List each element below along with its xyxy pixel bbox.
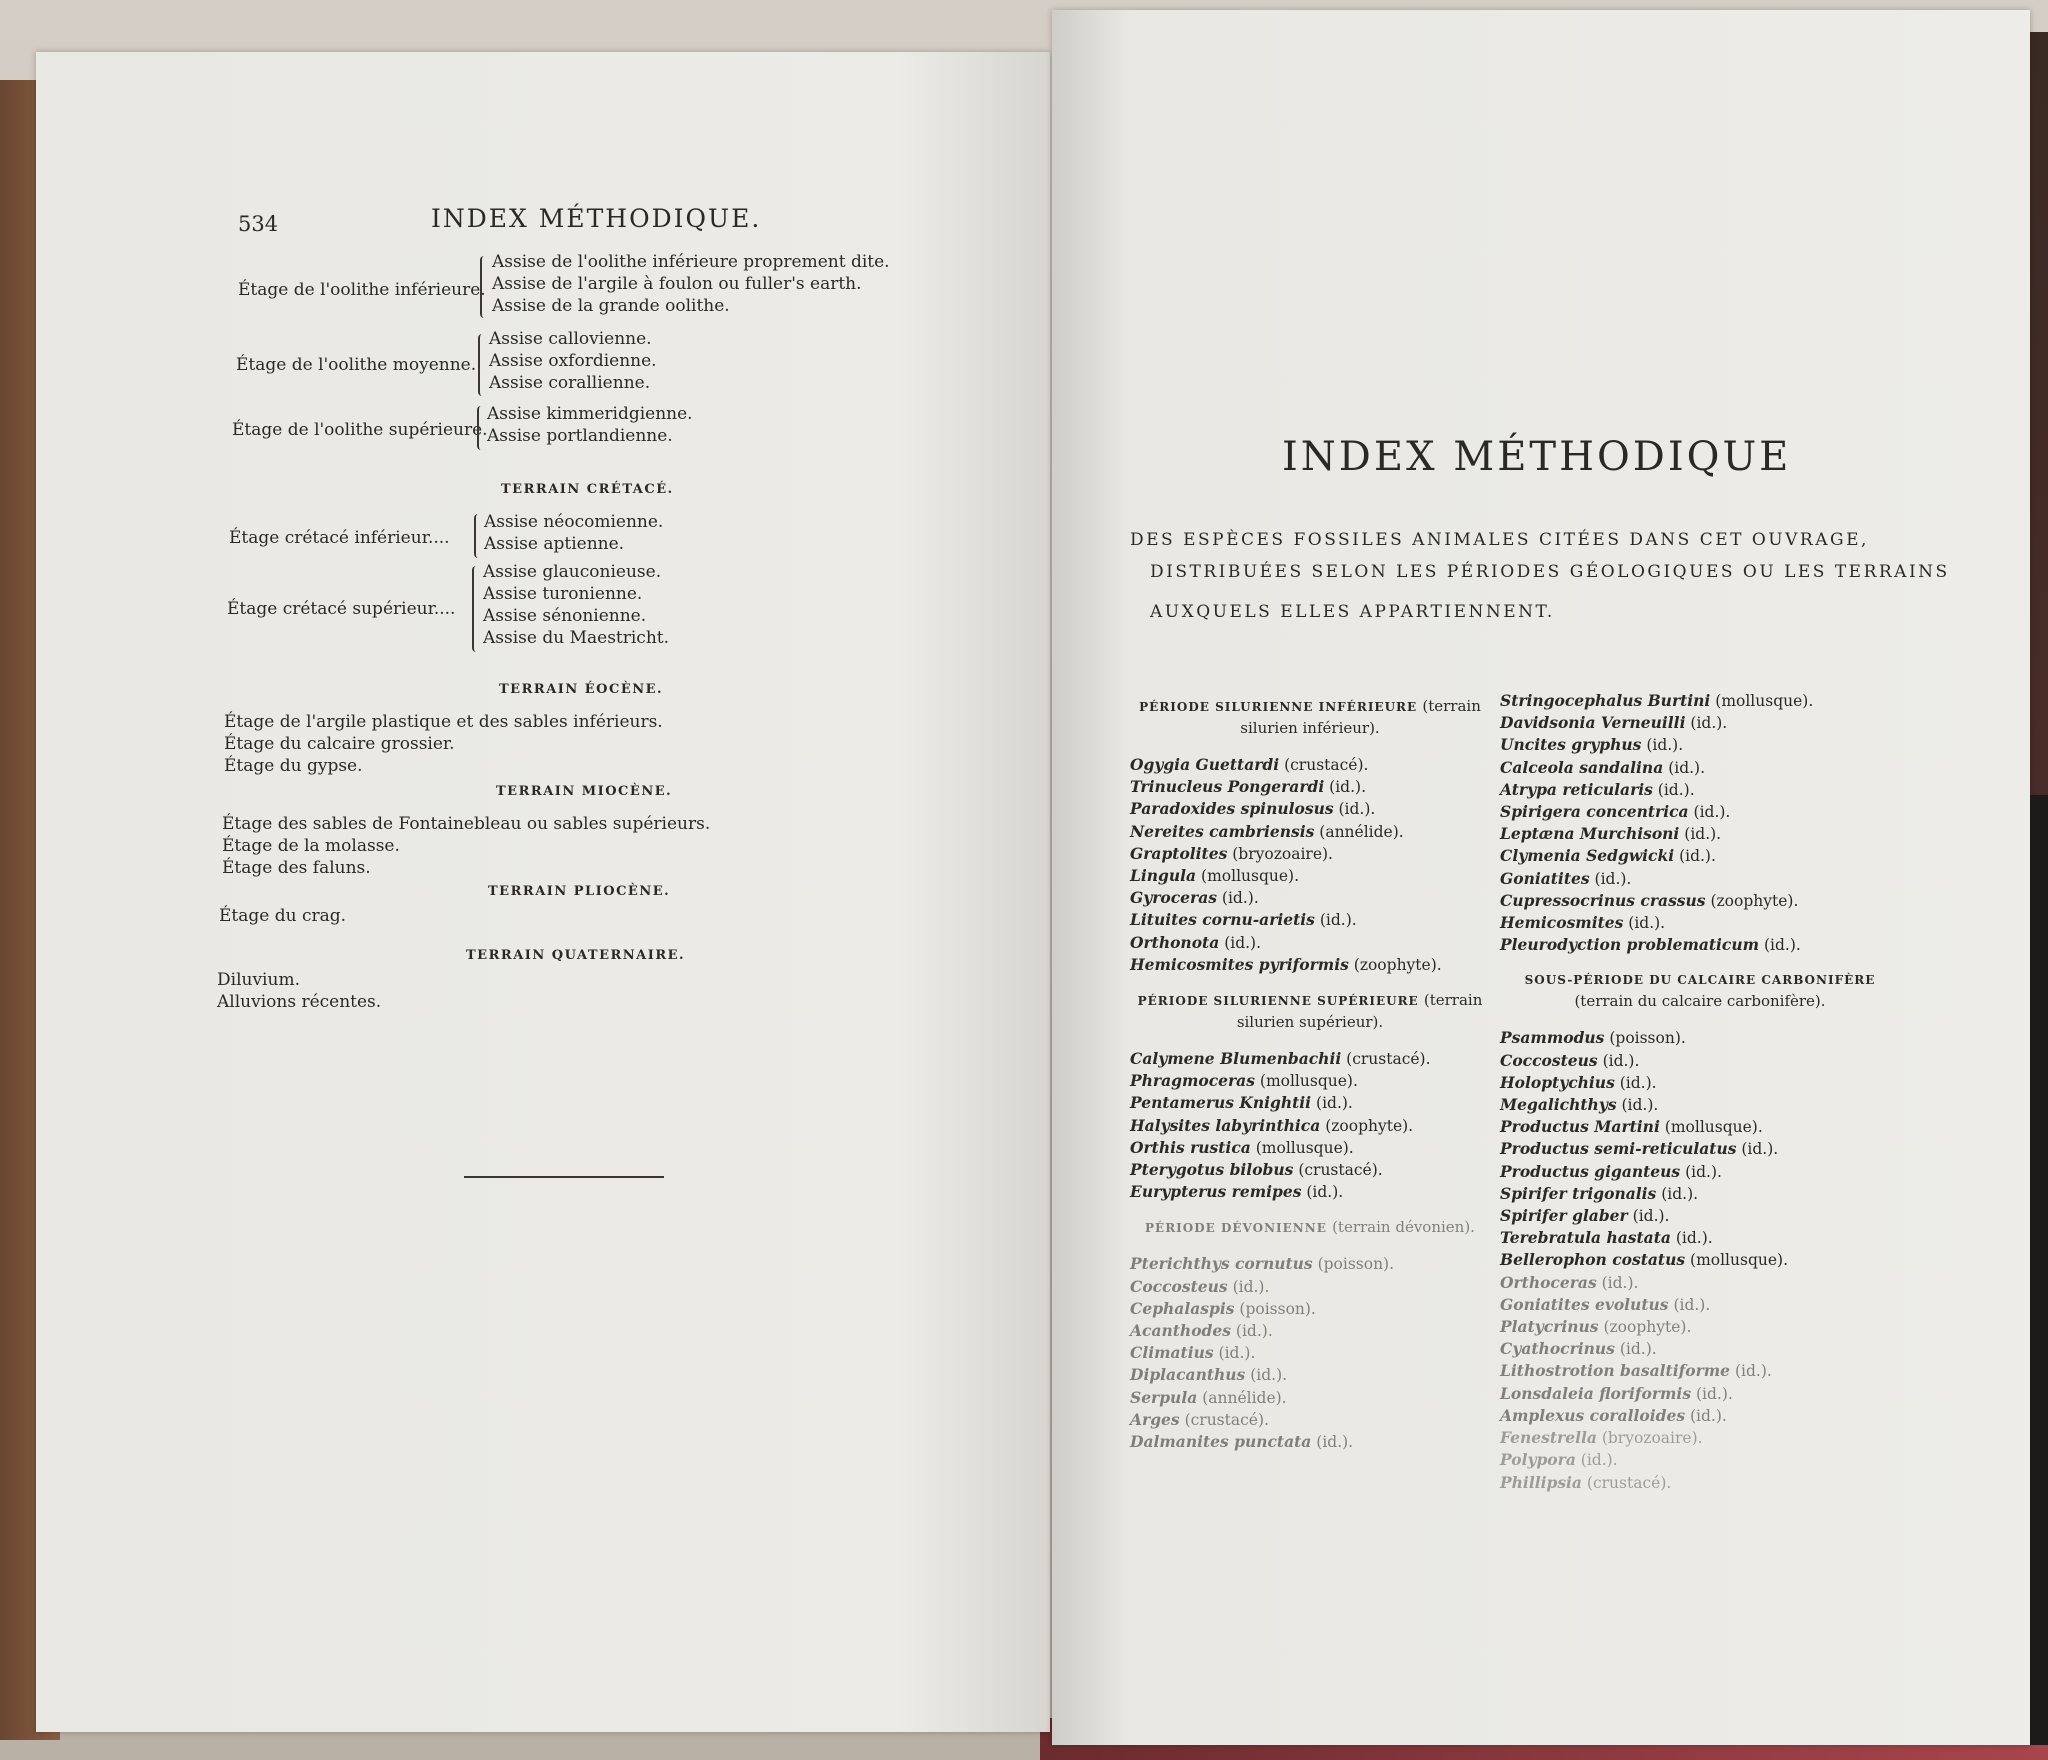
- species-entry: Cephalaspis (poisson).: [1130, 1298, 1316, 1318]
- assise-item: Assise corallienne.: [489, 373, 651, 393]
- species-entry: Graptolites (bryozoaire).: [1130, 843, 1333, 863]
- species-entry: Calymene Blumenbachii (crustacé).: [1130, 1049, 1431, 1069]
- species-entry: Spirifer trigonalis (id.).: [1500, 1183, 1699, 1203]
- species-entry: Megalichthys (id.).: [1500, 1095, 1659, 1115]
- stage-label: Étage crétacé inférieur....: [229, 528, 450, 548]
- stage-line: Étage des faluns.: [222, 858, 371, 878]
- species-entry: Calceola sandalina (id.).: [1500, 757, 1706, 777]
- assise-item: Assise oxfordienne.: [489, 351, 657, 371]
- stage-label: Étage de l'oolithe supérieure.: [232, 420, 488, 440]
- brace: [478, 334, 486, 396]
- species-column-2: [1500, 690, 1900, 1494]
- left-page: [36, 52, 1050, 1732]
- species-entry: Psammodus (poisson).: [1500, 1028, 1686, 1048]
- species-entry: Orthoceras (id.).: [1500, 1272, 1639, 1292]
- assise-item: Assise turonienne.: [483, 584, 643, 604]
- assise-item: Assise callovienne.: [489, 329, 652, 349]
- subtitle-line: DES ESPÈCES FOSSILES ANIMALES CITÉES DANS CET OUVRAGE,: [1130, 530, 1869, 550]
- stage-line: Étage de la molasse.: [222, 836, 400, 856]
- species-entry: Orthis rustica (mollusque).: [1130, 1137, 1354, 1157]
- stage-line: Étage de l'argile plastique et des sables inférieurs.: [224, 712, 663, 732]
- species-entry: Stringocephalus Burtini (mollusque).: [1500, 691, 1814, 710]
- species-entry: Ogygia Guettardi (crustacé).: [1130, 755, 1369, 774]
- section-header: TERRAIN ÉOCÈNE.: [499, 682, 664, 697]
- species-entry: Lituites cornu-arietis (id.).: [1130, 910, 1357, 930]
- species-entry: Productus giganteus (id.).: [1500, 1161, 1722, 1181]
- species-entry: Holoptychius (id.).: [1500, 1072, 1657, 1092]
- species-entry: Spirifer glaber (id.).: [1500, 1206, 1670, 1226]
- page-number: 534: [238, 212, 279, 236]
- species-entry: Diplacanthus (id.).: [1130, 1365, 1288, 1385]
- section-header: TERRAIN MIOCÈNE.: [496, 784, 673, 799]
- species-entry: Cyathocrinus (id.).: [1500, 1339, 1657, 1359]
- species-entry: Orthonota (id.).: [1130, 932, 1262, 952]
- right-page: [1052, 10, 2030, 1745]
- period-header: PÉRIODE SILURIENNE INFÉRIEURE (terrain silurien inférieur).: [1139, 697, 1481, 737]
- devonian-list: [1130, 1253, 1490, 1453]
- species-entry: Productus semi-reticulatus (id.).: [1500, 1139, 1779, 1159]
- stage-line: Étage des sables de Fontainebleau ou sables supérieurs.: [222, 814, 711, 834]
- species-entry: Spirigera concentrica (id.).: [1500, 802, 1731, 822]
- species-entry: Halysites labyrinthica (zoophyte).: [1130, 1115, 1414, 1135]
- species-entry: Bellerophon costatus (mollusque).: [1500, 1250, 1788, 1270]
- assise-item: Assise kimmeridgienne.: [487, 404, 693, 424]
- species-entry: Fenestrella (bryozoaire).: [1500, 1428, 1703, 1448]
- species-entry: Goniatites evolutus (id.).: [1500, 1294, 1711, 1314]
- species-entry: Platycrinus (zoophyte).: [1500, 1317, 1692, 1337]
- stage-line: Diluvium.: [217, 970, 300, 990]
- species-entry: Phillipsia (crustacé).: [1500, 1472, 1672, 1492]
- assise-item: Assise du Maestricht.: [483, 628, 670, 648]
- species-entry: Gyroceras (id.).: [1130, 888, 1259, 908]
- species-entry: Dalmanites punctata (id.).: [1130, 1432, 1354, 1452]
- book-edge-dark: [2030, 795, 2048, 1745]
- species-entry: Clymenia Sedgwicki (id.).: [1500, 846, 1716, 866]
- species-entry: Leptæna Murchisoni (id.).: [1500, 824, 1722, 844]
- assise-item: Assise portlandienne.: [487, 426, 673, 446]
- species-entry: Paradoxides spinulosus (id.).: [1130, 799, 1376, 819]
- species-entry: Davidsonia Verneuilli (id.).: [1500, 713, 1728, 733]
- species-entry: Hemicosmites (id.).: [1500, 913, 1666, 933]
- period-header: SOUS-PÉRIODE DU CALCAIRE CARBONIFÈRE (terrain du calcaire carbonifère).: [1524, 973, 1876, 1011]
- subtitle-line: DISTRIBUÉES SELON LES PÉRIODES GÉOLOGIQUES OU LES TERRAINS: [1150, 562, 1950, 582]
- assise-item: Assise de la grande oolithe.: [492, 296, 730, 316]
- species-entry: Lithostrotion basaltiforme (id.).: [1500, 1361, 1772, 1381]
- subtitle-line: AUXQUELS ELLES APPARTIENNENT.: [1150, 602, 1555, 622]
- section-header: TERRAIN PLIOCÈNE.: [488, 884, 671, 899]
- stage-line: Alluvions récentes.: [217, 992, 382, 1012]
- species-entry: Acanthodes (id.).: [1130, 1321, 1273, 1341]
- species-entry: Terebratula hastata (id.).: [1500, 1228, 1713, 1248]
- species-entry: Eurypterus remipes (id.).: [1130, 1182, 1344, 1202]
- assise-item: Assise sénonienne.: [483, 606, 647, 626]
- stage-line: Étage du crag.: [219, 906, 347, 926]
- species-entry: Lonsdaleia floriformis (id.).: [1500, 1383, 1733, 1403]
- species-entry: Hemicosmites pyriformis (zoophyte).: [1130, 954, 1442, 974]
- species-entry: Lingula (mollusque).: [1130, 866, 1300, 886]
- species-entry: Phragmoceras (mollusque).: [1130, 1071, 1358, 1091]
- brace: [480, 256, 488, 318]
- species-entry: Pterygotus bilobus (crustacé).: [1130, 1160, 1383, 1180]
- brace: [472, 566, 480, 652]
- brace: [474, 514, 482, 558]
- assise-item: Assise néocomienne.: [484, 512, 664, 532]
- assise-item: Assise aptienne.: [484, 534, 625, 554]
- species-entry: Serpula (annélide).: [1130, 1387, 1287, 1407]
- species-entry: Cupressocrinus crassus (zoophyte).: [1500, 890, 1799, 910]
- section-header: TERRAIN CRÉTACÉ.: [501, 482, 674, 497]
- species-entry: Trinucleus Pongerardi (id.).: [1130, 777, 1366, 797]
- species-column-1: [1130, 696, 1490, 1453]
- stage-line: Étage du calcaire grossier.: [224, 734, 455, 754]
- species-entry: Pentamerus Knightii (id.).: [1130, 1093, 1353, 1113]
- species-entry: Goniatites (id.).: [1500, 868, 1632, 888]
- species-entry: Amplexus coralloides (id.).: [1500, 1405, 1727, 1425]
- running-head: INDEX MÉTHODIQUE.: [431, 204, 762, 233]
- assise-item: Assise de l'argile à foulon ou fuller's earth.: [492, 274, 862, 294]
- species-entry: Coccosteus (id.).: [1500, 1050, 1640, 1070]
- index-title: INDEX MÉTHODIQUE: [1282, 434, 1792, 480]
- stage-label: Étage de l'oolithe inférieure.: [238, 280, 486, 300]
- species-entry: Polypora (id.).: [1500, 1450, 1618, 1470]
- species-entry: Arges (crustacé).: [1130, 1409, 1269, 1429]
- brace: [477, 406, 485, 450]
- species-entry: Coccosteus (id.).: [1130, 1276, 1270, 1296]
- assise-item: Assise glauconieuse.: [483, 562, 662, 582]
- species-entry: Uncites gryphus (id.).: [1500, 735, 1684, 755]
- species-entry: Climatius (id.).: [1130, 1343, 1256, 1363]
- stage-line: Étage du gypse.: [224, 756, 363, 776]
- species-entry: Pterichthys cornutus (poisson).: [1130, 1254, 1395, 1274]
- period-header: PÉRIODE SILURIENNE SUPÉRIEURE (terrain silurien supérieur).: [1137, 991, 1483, 1032]
- species-entry: Pleurodyction problematicum (id.).: [1500, 935, 1801, 955]
- end-rule: [464, 1176, 664, 1178]
- section-header: TERRAIN QUATERNAIRE.: [466, 948, 686, 963]
- assise-item: Assise de l'oolithe inférieure proprement dite.: [492, 252, 890, 272]
- species-entry: Productus Martini (mollusque).: [1500, 1117, 1763, 1137]
- stage-label: Étage crétacé supérieur....: [227, 599, 456, 619]
- species-entry: Atrypa reticularis (id.).: [1500, 779, 1695, 799]
- stage-label: Étage de l'oolithe moyenne.: [236, 355, 477, 375]
- species-entry: Nereites cambriensis (annélide).: [1130, 821, 1404, 841]
- period-header: PÉRIODE DÉVONIENNE (terrain dévonien).: [1145, 1218, 1475, 1237]
